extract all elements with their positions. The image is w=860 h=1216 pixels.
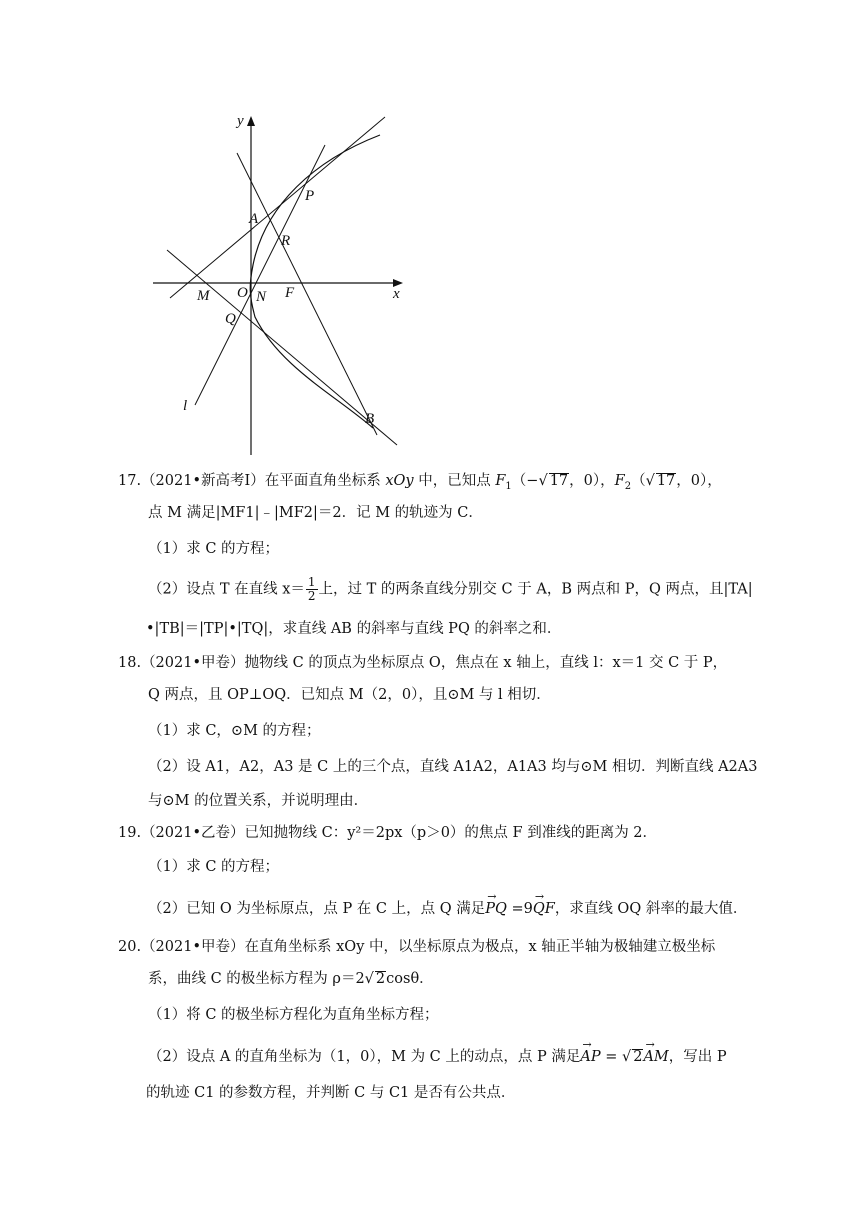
text-line: 点 M 满足|MF1|﹣|MF2|＝2．记 M 的轨迹为 C． bbox=[148, 505, 483, 521]
text: （2）设点 T 在直线 x＝ bbox=[148, 581, 305, 598]
text: 系，曲线 C 的极坐标方程为 ρ＝2 bbox=[148, 971, 365, 987]
problem-number: 18. bbox=[118, 655, 142, 671]
problem-number: 19. bbox=[118, 825, 142, 841]
question-1: （1）求 C，⊙M 的方程； bbox=[148, 723, 321, 739]
sqrt: √ 17 bbox=[538, 473, 569, 489]
text: ，0）， bbox=[676, 473, 722, 489]
text: （2）已知 O 为坐标原点，点 P 在 C 上，点 Q 满足 bbox=[148, 901, 486, 917]
text-line bbox=[118, 936, 715, 958]
line-MQB bbox=[167, 250, 397, 445]
vector-AM: → AM bbox=[643, 1046, 668, 1068]
question-1: （1）求 C 的方程； bbox=[148, 859, 280, 875]
label-M: M bbox=[197, 288, 210, 304]
text-line: Q 两点，且 OP⊥OQ．已知点 M（2，0），且⊙M 与 l 相切． bbox=[148, 687, 551, 703]
label-Q: Q bbox=[225, 311, 236, 327]
text-line bbox=[148, 968, 434, 990]
hyperbola-branch bbox=[250, 135, 380, 428]
text: （2）设点 A 的直角坐标为（1，0），M 为 C 上的动点，点 P 满足 bbox=[148, 1049, 581, 1065]
vector-QF: → QF bbox=[533, 898, 555, 920]
text-line: •|TB|＝|TP|•|TQ|，求直线 AB 的斜率与直线 PQ 的斜率之和． bbox=[146, 621, 562, 637]
text: （2021•乙卷）已知抛物线 C：y²＝2px（p＞0）的焦点 F 到准线的距离为 2． bbox=[141, 825, 658, 841]
sqrt-radicand: 17 bbox=[549, 473, 569, 489]
text: ，0）， bbox=[569, 473, 615, 489]
text: （2021•甲卷）在直角坐标系 xOy 中，以坐标原点为极点，x 轴正半轴为极轴建立极坐标 bbox=[141, 939, 716, 955]
label-A: A bbox=[249, 211, 259, 227]
sqrt: √ 2 bbox=[364, 971, 386, 987]
text-line: 与⊙M 的位置关系，并说明理由． bbox=[148, 793, 369, 809]
sqrt-radicand: 17 bbox=[656, 473, 676, 489]
question-2 bbox=[148, 1046, 727, 1068]
label-y: y bbox=[237, 113, 244, 129]
problem-source: （2021•新高考Ⅰ） bbox=[141, 473, 265, 489]
text: 上，过 T 的两条直线分别交 C 于 A，B 两点和 P，Q 两点，且|TA| bbox=[318, 581, 753, 598]
vector-AP: → AP bbox=[580, 1046, 600, 1068]
question-1: （1）将 C 的极坐标方程化为直角坐标方程； bbox=[148, 1007, 439, 1023]
sqrt-radicand: 2 bbox=[633, 1049, 643, 1065]
text: （2021•甲卷）抛物线 C 的顶点为坐标原点 O，焦点在 x 轴上，直线 l：x＝1 交 C 于 P， bbox=[141, 655, 728, 671]
vector-PQ: → PQ bbox=[485, 898, 507, 920]
sqrt-radicand: 2 bbox=[375, 971, 386, 987]
text: 在平面直角坐标系 bbox=[264, 473, 386, 489]
y-axis-arrow bbox=[247, 116, 255, 126]
problem-number: 17. bbox=[118, 473, 142, 489]
label-O: O bbox=[237, 285, 248, 301]
hyperbola-figure bbox=[145, 105, 415, 465]
fraction bbox=[306, 576, 318, 603]
label-F: F bbox=[285, 285, 295, 301]
math-var: F bbox=[495, 473, 506, 489]
numerator: 1 bbox=[307, 575, 316, 589]
subscript: 2 bbox=[624, 480, 632, 492]
text: ，写出 P bbox=[668, 1049, 727, 1065]
label-B: B bbox=[365, 411, 375, 427]
text: 中，已知点 bbox=[413, 473, 496, 489]
label-R: R bbox=[281, 233, 291, 249]
subscript: 1 bbox=[505, 480, 512, 492]
text: （ bbox=[631, 473, 646, 489]
text: = bbox=[600, 1049, 622, 1065]
text-line bbox=[118, 652, 727, 674]
math-var: F bbox=[614, 473, 625, 489]
line-MAP bbox=[170, 117, 385, 298]
question-2: （2）设 A1，A2，A3 是 C 上的三个点，直线 A1A2，A1A3 均与⊙M 相切．判断直线 A2A3 bbox=[148, 759, 758, 775]
text-line: 的轨迹 C1 的参数方程，并判断 C 与 C1 是否有公共点． bbox=[146, 1085, 516, 1101]
problem-number: 20. bbox=[118, 939, 142, 955]
text: （− bbox=[511, 473, 539, 489]
text: cosθ． bbox=[386, 971, 434, 987]
question-2 bbox=[148, 898, 747, 920]
sqrt: √ 2 bbox=[621, 1049, 643, 1065]
text-line bbox=[118, 822, 657, 844]
math-var: xOy bbox=[385, 473, 414, 489]
label-N: N bbox=[256, 289, 267, 305]
denominator: 2 bbox=[307, 589, 316, 603]
question-2 bbox=[148, 576, 753, 603]
label-P: P bbox=[305, 188, 315, 204]
label-x: x bbox=[393, 286, 400, 302]
text: =9 bbox=[506, 901, 533, 917]
label-l: l bbox=[183, 398, 188, 414]
sqrt: √ 17 bbox=[645, 473, 676, 489]
question-1: （1）求 C 的方程； bbox=[148, 541, 280, 557]
line-l bbox=[195, 145, 325, 405]
text: ，求直线 OQ 斜率的最大值． bbox=[554, 901, 748, 917]
